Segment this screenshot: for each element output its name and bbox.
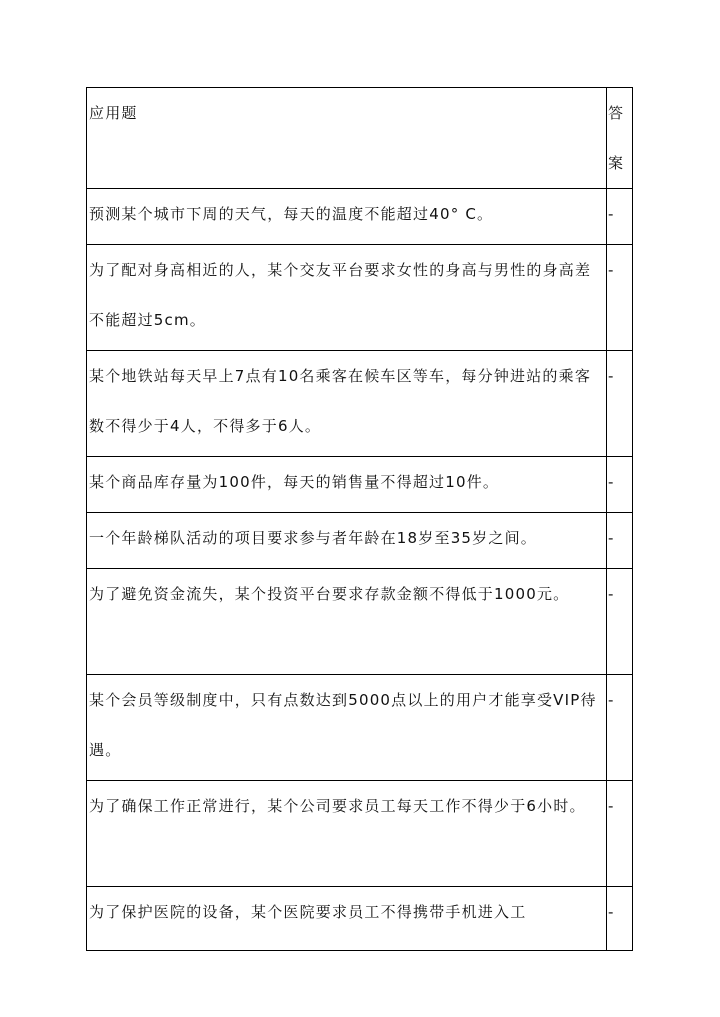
question-text: 为了配对身高相近的人，某个交友平台要求女性的身高与男性的身高差不能超过5cm。 [89,261,592,329]
answer-cell [607,781,633,887]
table-row [87,887,633,951]
question-text: 某个商品库存量为100件，每天的销售量不得超过10件。 [89,473,500,491]
answer-text: - [608,367,615,385]
table-header-row [87,88,633,189]
answer-text: - [608,691,615,709]
table-row [87,189,633,245]
table-row [87,513,633,569]
question-text: 预测某个城市下周的天气，每天的温度不能超过40° C。 [89,205,494,223]
answer-cell [607,569,633,675]
answer-text: - [608,205,615,223]
answer-cell [607,457,633,513]
answer-text: - [608,903,615,921]
header-answer-cell [607,88,633,189]
answer-text: - [608,261,615,279]
answer-cell [607,189,633,245]
answer-text: - [608,585,615,603]
question-text: 为了保护医院的设备，某个医院要求员工不得携带手机进入工 [89,903,527,921]
answer-cell [607,351,633,457]
header-question-label: 应用题 [89,104,138,122]
answer-cell [607,887,633,951]
table-row [87,675,633,781]
table-row [87,457,633,513]
question-text: 为了确保工作正常进行，某个公司要求员工每天工作不得少于6小时。 [89,797,586,815]
question-text: 某个地铁站每天早上7点有10名乘客在候车区等车，每分钟进站的乘客数不得少于4人，不得多于6人。 [89,367,592,435]
answer-cell [607,675,633,781]
header-answer-label: 答案 [608,104,625,172]
question-cell [87,887,607,951]
question-text: 为了避免资金流失，某个投资平台要求存款金额不得低于1000元。 [89,585,570,603]
question-cell [87,513,607,569]
question-text: 一个年龄梯队活动的项目要求参与者年龄在18岁至35岁之间。 [89,529,537,547]
answer-text: - [608,473,615,491]
answer-cell [607,245,633,351]
answer-text: - [608,797,615,815]
table-row [87,351,633,457]
question-text: 某个会员等级制度中，只有点数达到5000点以上的用户才能享受VIP待遇。 [89,691,597,759]
question-cell [87,351,607,457]
question-cell [87,569,607,675]
table-row [87,569,633,675]
table-row [87,245,633,351]
question-cell [87,245,607,351]
question-cell [87,457,607,513]
question-cell [87,189,607,245]
question-cell [87,675,607,781]
answer-cell [607,513,633,569]
header-question-cell [87,88,607,189]
answer-text: - [608,529,615,547]
question-table [86,87,633,951]
question-cell [87,781,607,887]
table-row [87,781,633,887]
